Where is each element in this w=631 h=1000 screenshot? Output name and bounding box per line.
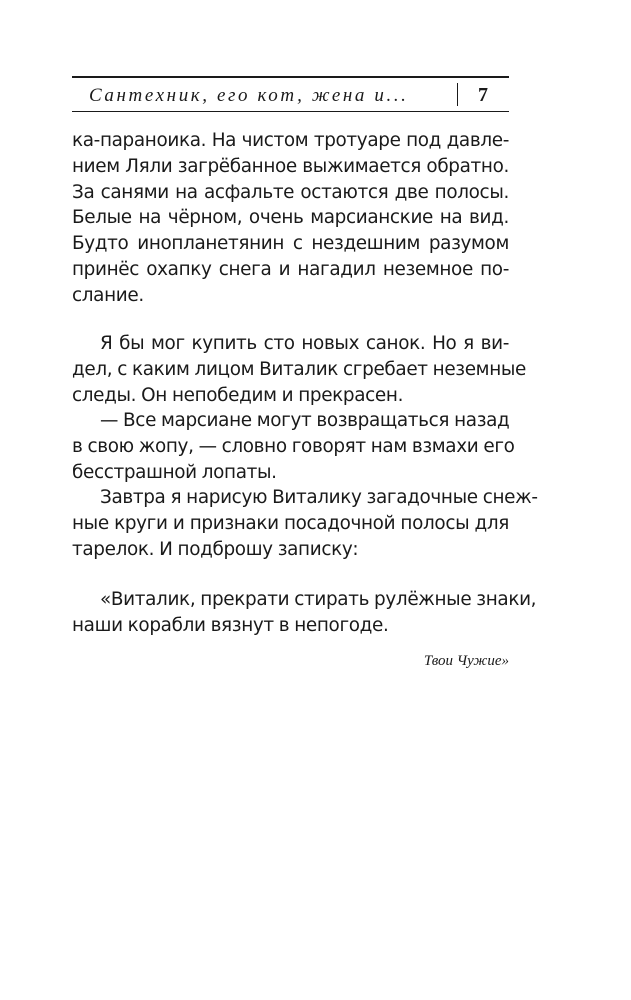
quote-note: [72, 587, 537, 639]
paragraph-2: [72, 331, 527, 408]
text-line: нием Ляли загрёбанное выжимается обратно.: [72, 155, 509, 177]
text-line: ка-параноика. На чистом тротуаре под давле-: [72, 130, 509, 151]
text-line: За санями на асфальте остаются две полосы.: [72, 181, 509, 203]
text-line: Завтра я нарисую Виталику загадочные снеж-: [100, 487, 538, 508]
paragraph-3: [72, 408, 515, 485]
text-line: Будто инопланетянин с нездешним разумом: [72, 233, 509, 255]
text-line: принёс охапку снега и нагадил неземное по-: [72, 258, 509, 280]
paragraph-1: [72, 128, 509, 309]
text-line: в свою жопу, — словно говорят нам взмахи его: [72, 435, 515, 457]
text-line: «Виталик, прекрати стирать рулёжные знаки,: [100, 589, 537, 610]
text-line: дел, с каким лицом Виталик сгребает неземные: [72, 358, 527, 380]
running-head-divider: [457, 83, 458, 106]
signature: Твои Чужие»: [423, 653, 509, 669]
text-line: наши корабли вязнут в непогоде.: [72, 614, 389, 636]
text-line: Я бы мог купить сто новых санок. Но я ви-: [100, 333, 509, 354]
text-line: ные круги и признаки посадочной полосы для: [72, 512, 509, 534]
text-line: слание.: [72, 284, 144, 306]
text-line: Белые на чёрном, очень марсианские на вид.: [72, 207, 509, 229]
page-number: 7: [478, 84, 488, 106]
text-line: следы. Он непобедим и прекрасен.: [72, 384, 404, 406]
running-head: [72, 76, 509, 112]
text-line: тарелок. И подброшу записку:: [72, 538, 359, 560]
running-title: Сантехник, его кот, жена и...: [89, 85, 409, 106]
paragraph-4: [72, 485, 538, 562]
text-line: — Все марсиане могут возвращаться назад: [100, 410, 510, 431]
text-line: бесстрашной лопаты.: [72, 461, 277, 483]
